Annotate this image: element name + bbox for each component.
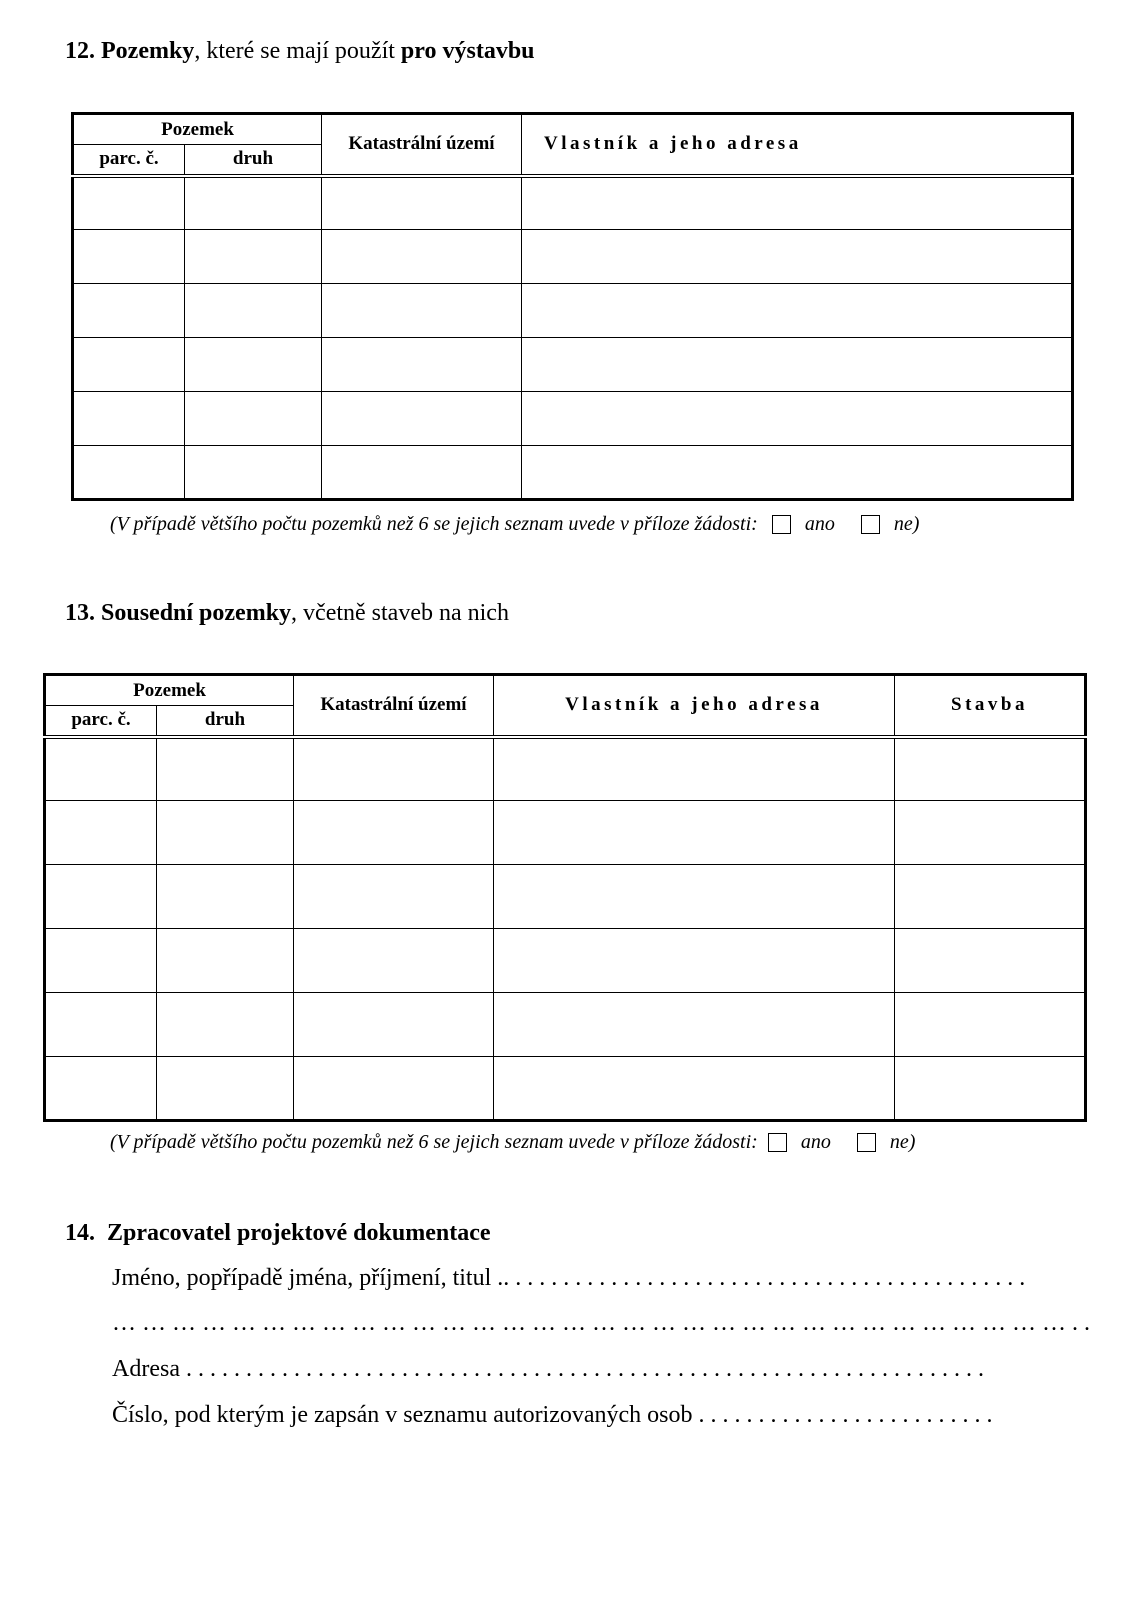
cell-vlastnik[interactable] [522,338,1073,392]
cell-parc[interactable] [73,392,185,446]
druh-input[interactable] [185,247,321,267]
section-14-heading [65,1220,491,1247]
druh-input[interactable] [185,462,321,482]
checkbox-13-yes-label: ano [800,1131,831,1153]
cell-vlastnik[interactable] [494,865,895,929]
parc-input[interactable] [74,409,184,429]
katastr-input[interactable] [294,887,493,907]
druh-input[interactable] [185,355,321,375]
table-12-body [73,176,1073,500]
checkbox-13-yes[interactable] [768,1133,787,1152]
katastr-input[interactable] [322,247,521,267]
vlastnik-input[interactable] [494,823,894,843]
cell-druh[interactable] [185,338,322,392]
druh-input[interactable] [157,951,293,971]
cell-stavba[interactable] [895,929,1086,993]
section-12-heading [65,38,535,65]
stavba-input[interactable] [895,887,1084,907]
note-13 [110,1131,915,1154]
designer-name-continuation-line[interactable]: … … … … … … … … … … … … … … … … … … … … … … … … … … … … … … … … . . [112,1310,1090,1336]
table-12-col-vlastnik: Vlastník a jeho adresa [522,114,1073,176]
cell-vlastnik[interactable] [494,993,895,1057]
table-12-parcels [71,112,1074,501]
cell-vlastnik[interactable] [494,737,895,801]
katastr-input[interactable] [322,301,521,321]
cell-parc[interactable] [73,446,185,500]
cell-vlastnik[interactable] [494,801,895,865]
cell-druh[interactable] [157,865,294,929]
cell-katastr[interactable] [294,865,494,929]
designer-address-line[interactable]: Adresa . . . . . . . . . . . . . . . . . . . . . . . . . . . . . . . . . . . . . . . . . . . . . . . . . . . . . . . . . . . . . . . . . . . [112,1356,984,1382]
section-13-heading [65,600,509,627]
table-13-neighbour-parcels [43,673,1087,1122]
note-12-text: (V případě většího počtu pozemků než 6 se jejich seznam uvede v příloze žádosti: [110,513,758,535]
katastr-input[interactable] [322,355,521,375]
cell-druh[interactable] [157,1057,294,1121]
table-row [73,392,1073,446]
table-row [73,446,1073,500]
cell-stavba[interactable] [895,737,1086,801]
cell-parc[interactable] [45,801,157,865]
vlastnik-input[interactable] [494,759,894,779]
table-12-group-header: Pozemek [73,114,322,145]
cell-katastr[interactable] [294,737,494,801]
cell-parc[interactable] [45,993,157,1057]
checkbox-12-yes[interactable] [772,515,791,534]
table-row [73,284,1073,338]
table-13-col-katastr: Katastrální území [294,675,494,737]
cell-katastr[interactable] [294,993,494,1057]
parc-input[interactable] [46,887,156,907]
cell-vlastnik[interactable] [494,929,895,993]
katastr-input[interactable] [294,951,493,971]
vlastnik-input[interactable] [494,1015,894,1035]
cell-stavba[interactable] [895,993,1086,1057]
parc-input[interactable] [46,951,156,971]
section-12-title-bold-2: pro výstavbu [400,38,535,64]
checkbox-12-no-label: ne) [893,513,920,535]
parc-input[interactable] [46,1015,156,1035]
table-13-group-header: Pozemek [45,675,294,706]
table-12-col-parc: parc. č. [73,145,185,176]
section-13-title-bold: Sousední pozemky [101,600,292,626]
section-12-title-text: , které se mají použít [194,38,401,64]
parc-input[interactable] [74,193,184,213]
cell-katastr[interactable] [322,446,522,500]
vlastnik-input[interactable] [522,409,1071,429]
checkbox-13-no-label: ne) [889,1131,916,1153]
note-13-text: (V případě většího počtu pozemků než 6 se jejich seznam uvede v příloze žádosti: [110,1131,758,1153]
cell-vlastnik[interactable] [522,284,1073,338]
cell-druh[interactable] [185,284,322,338]
katastr-input[interactable] [294,823,493,843]
cell-parc[interactable] [45,737,157,801]
cell-vlastnik[interactable] [522,392,1073,446]
katastr-input[interactable] [322,409,521,429]
stavba-input[interactable] [895,823,1084,843]
table-row [73,176,1073,230]
section-14-title: Zpracovatel projektové dokumentace [107,1220,491,1246]
cell-vlastnik[interactable] [494,1057,895,1121]
designer-name-line[interactable]: Jméno, popřípadě jména, příjmení, titul .. . . . . . . . . . . . . . . . . . . . . . . . . . . . . . . . . . . . . . . . . . . . [112,1265,1026,1291]
section-14-number: 14. [65,1220,95,1246]
table-12-col-druh: druh [185,145,322,176]
checkbox-13-no[interactable] [857,1133,876,1152]
designer-registration-number-line[interactable]: Číslo, pod kterým je zapsán v seznamu autorizovaných osob . . . . . . . . . . . . . . . . . . . . . . . . . [112,1402,993,1428]
table-row [45,1057,1086,1121]
cell-parc[interactable] [45,1057,157,1121]
cell-parc[interactable] [45,929,157,993]
stavba-input[interactable] [895,951,1084,971]
druh-input[interactable] [157,759,293,779]
cell-katastr[interactable] [322,284,522,338]
vlastnik-input[interactable] [522,301,1071,321]
druh-input[interactable] [185,193,321,213]
table-12-col-katastr: Katastrální území [322,114,522,176]
vlastnik-input[interactable] [522,462,1071,482]
cell-stavba[interactable] [895,801,1086,865]
parc-input[interactable] [74,247,184,267]
cell-katastr[interactable] [294,929,494,993]
parc-input[interactable] [74,301,184,321]
druh-input[interactable] [157,1015,293,1035]
katastr-input[interactable] [294,1078,493,1098]
cell-vlastnik[interactable] [522,176,1073,230]
vlastnik-input[interactable] [522,247,1071,267]
checkbox-12-no[interactable] [861,515,880,534]
cell-vlastnik[interactable] [522,446,1073,500]
katastr-input[interactable] [322,193,521,213]
vlastnik-input[interactable] [494,1078,894,1098]
parc-input[interactable] [46,1078,156,1098]
cell-parc[interactable] [73,284,185,338]
druh-input[interactable] [157,823,293,843]
stavba-input[interactable] [895,759,1084,779]
cell-katastr[interactable] [322,176,522,230]
cell-katastr[interactable] [322,338,522,392]
section-12-number: 12. [65,38,95,64]
table-row [45,801,1086,865]
table-row [73,230,1073,284]
parc-input[interactable] [74,355,184,375]
note-12 [110,513,919,536]
katastr-input[interactable] [294,1015,493,1035]
section-13-title-text: , včetně staveb na nich [291,600,509,626]
cell-stavba[interactable] [895,865,1086,929]
parc-input[interactable] [46,759,156,779]
druh-input[interactable] [157,887,293,907]
druh-input[interactable] [157,1078,293,1098]
table-row [73,338,1073,392]
checkbox-12-yes-label: ano [804,513,835,535]
cell-druh[interactable] [157,801,294,865]
cell-druh[interactable] [185,230,322,284]
druh-input[interactable] [185,409,321,429]
katastr-input[interactable] [294,759,493,779]
parc-input[interactable] [74,462,184,482]
table-row [45,865,1086,929]
stavba-input[interactable] [895,1015,1084,1035]
table-row [45,993,1086,1057]
table-row [45,737,1086,801]
cell-parc[interactable] [45,865,157,929]
cell-katastr[interactable] [294,1057,494,1121]
vlastnik-input[interactable] [494,887,894,907]
cell-parc[interactable] [73,338,185,392]
cell-parc[interactable] [73,176,185,230]
section-13-number: 13. [65,600,95,626]
vlastnik-input[interactable] [494,951,894,971]
cell-druh[interactable] [157,737,294,801]
cell-katastr[interactable] [294,801,494,865]
section-12-title-bold: Pozemky [101,38,195,64]
cell-vlastnik[interactable] [522,230,1073,284]
cell-druh[interactable] [185,446,322,500]
parc-input[interactable] [46,823,156,843]
table-13-col-parc: parc. č. [45,706,157,737]
cell-katastr[interactable] [322,392,522,446]
cell-druh[interactable] [185,176,322,230]
cell-stavba[interactable] [895,1057,1086,1121]
table-13-col-vlastnik: Vlastník a jeho adresa [494,675,895,737]
table-13-col-stavba: Stavba [895,675,1086,737]
vlastnik-input[interactable] [522,355,1071,375]
table-13-col-druh: druh [157,706,294,737]
table-row [45,929,1086,993]
vlastnik-input[interactable] [522,193,1071,213]
stavba-input[interactable] [895,1078,1084,1098]
cell-druh[interactable] [185,392,322,446]
cell-katastr[interactable] [322,230,522,284]
katastr-input[interactable] [322,462,521,482]
cell-druh[interactable] [157,929,294,993]
cell-parc[interactable] [73,230,185,284]
cell-druh[interactable] [157,993,294,1057]
druh-input[interactable] [185,301,321,321]
table-13-body [45,737,1086,1121]
